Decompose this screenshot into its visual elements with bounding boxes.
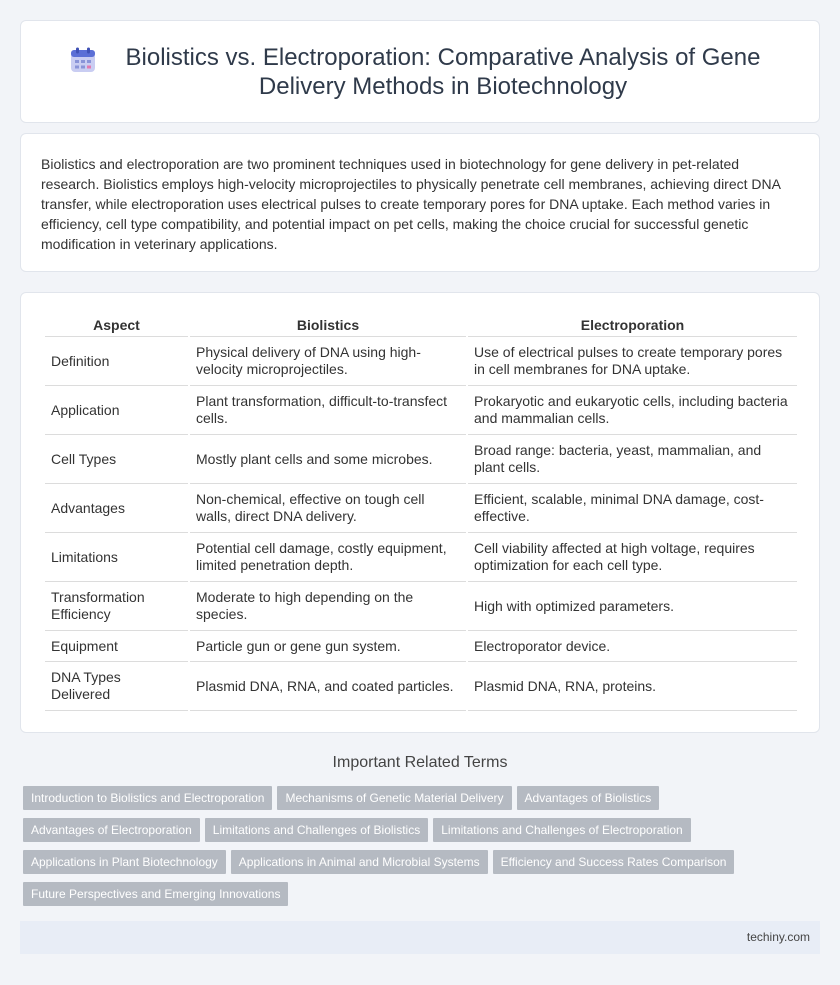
cell-electroporation: High with optimized parameters. [468, 582, 797, 631]
cell-biolistics: Plasmid DNA, RNA, and coated particles. [190, 662, 466, 711]
cell-electroporation: Prokaryotic and eukaryotic cells, including bacteria and mammalian cells. [468, 386, 797, 435]
related-term-tag[interactable]: Future Perspectives and Emerging Innovations [23, 882, 288, 906]
related-term-tag[interactable]: Advantages of Biolistics [517, 786, 660, 810]
table-row [45, 386, 797, 435]
cell-biolistics: Physical delivery of DNA using high-velocity microprojectiles. [190, 337, 466, 386]
cell-aspect: Transformation Efficiency [45, 582, 188, 631]
related-term-tag[interactable]: Advantages of Electroporation [23, 818, 200, 842]
cell-biolistics: Non-chemical, effective on tough cell walls, direct DNA delivery. [190, 484, 466, 533]
comparison-table [43, 313, 799, 711]
table-row [45, 337, 797, 386]
cell-biolistics: Potential cell damage, costly equipment, limited penetration depth. [190, 533, 466, 582]
related-term-tag[interactable]: Limitations and Challenges of Biolistics [205, 818, 428, 842]
cell-biolistics: Particle gun or gene gun system. [190, 631, 466, 662]
intro-card [20, 133, 820, 272]
table-row [45, 533, 797, 582]
cell-biolistics: Plant transformation, difficult-to-transfect cells. [190, 386, 466, 435]
header-card [20, 20, 820, 123]
cell-electroporation: Broad range: bacteria, yeast, mammalian, and plant cells. [468, 435, 797, 484]
related-term-tag[interactable]: Efficiency and Success Rates Comparison [493, 850, 735, 874]
cell-biolistics: Mostly plant cells and some microbes. [190, 435, 466, 484]
cell-aspect: Advantages [45, 484, 188, 533]
cell-biolistics: Moderate to high depending on the species. [190, 582, 466, 631]
table-row [45, 662, 797, 711]
cell-aspect: Limitations [45, 533, 188, 582]
footer-site-link[interactable]: techiny.com [746, 930, 810, 944]
related-term-tag[interactable]: Introduction to Biolistics and Electroporation [23, 786, 272, 810]
related-term-tag[interactable]: Applications in Animal and Microbial Systems [231, 850, 488, 874]
intro-text: Biolistics and electroporation are two prominent techniques used in biotechnology for gene delivery in pet-related research. Biolistics employs high-velocity microprojectiles to physically penetrate cell membranes, achieving direct DNA transfer, while electroporation uses electrical pulses to create temporary pores for DNA uptake. Each method varies in efficiency, cell type compatibility, and potential impact on pet cells, making the choice crucial for successful genetic modification in veterinary applications. [41, 156, 781, 252]
cell-aspect: Cell Types [45, 435, 188, 484]
header-electroporation: Electroporation [468, 313, 797, 337]
cell-electroporation: Electroporator device. [468, 631, 797, 662]
table-header-row [45, 313, 797, 337]
cell-electroporation: Use of electrical pulses to create temporary pores in cell membranes for DNA uptake. [468, 337, 797, 386]
table-row [45, 631, 797, 662]
related-term-tag[interactable]: Mechanisms of Genetic Material Delivery [277, 786, 511, 810]
page-title: Biolistics vs. Electroporation: Comparative Analysis of Gene Delivery Methods in Biotechnology [125, 43, 761, 100]
cell-electroporation: Efficient, scalable, minimal DNA damage, cost-effective. [468, 484, 797, 533]
cell-aspect: Definition [45, 337, 188, 386]
cell-aspect: Application [45, 386, 188, 435]
footer [20, 921, 820, 954]
header-biolistics: Biolistics [190, 313, 466, 337]
calendar-icon [70, 47, 96, 73]
related-term-tag[interactable]: Applications in Plant Biotechnology [23, 850, 226, 874]
related-terms-tags [23, 786, 823, 914]
table-row [45, 484, 797, 533]
related-term-tag[interactable]: Limitations and Challenges of Electroporation [433, 818, 690, 842]
table-row [45, 435, 797, 484]
header-aspect: Aspect [45, 313, 188, 337]
comparison-table-card [20, 292, 820, 733]
cell-aspect: DNA Types Delivered [45, 662, 188, 711]
related-terms-title: Important Related Terms [332, 754, 508, 771]
cell-electroporation: Plasmid DNA, RNA, proteins. [468, 662, 797, 711]
cell-electroporation: Cell viability affected at high voltage, requires optimization for each cell type. [468, 533, 797, 582]
cell-aspect: Equipment [45, 631, 188, 662]
table-row [45, 582, 797, 631]
